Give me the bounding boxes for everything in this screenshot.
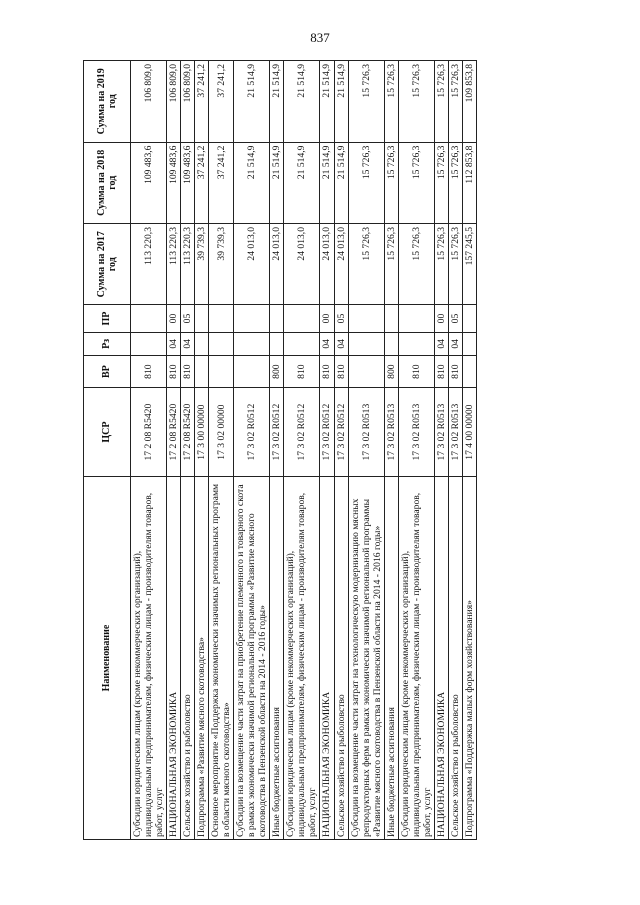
cell-sum-2019: 21 514,9 — [270, 61, 284, 143]
cell-sum-2018: 109 483,6 — [181, 142, 195, 223]
cell-vr — [209, 356, 234, 388]
header-pr: ПР — [84, 305, 131, 332]
cell-sum-2017: 113 220,3 — [181, 224, 195, 305]
table-row — [209, 61, 234, 840]
cell-vr: 800 — [384, 356, 398, 388]
cell-rz — [284, 332, 320, 355]
cell-pr — [398, 305, 434, 332]
cell-rz: 04 — [167, 332, 181, 355]
cell-sum-2017: 113 220,3 — [167, 224, 181, 305]
cell-sum-2018: 15 726,3 — [348, 142, 384, 223]
cell-sum-2017: 24 013,0 — [320, 224, 334, 305]
cell-csr: 17 2 08 R5420 — [167, 388, 181, 477]
cell-sum-2019: 21 514,9 — [284, 61, 320, 143]
cell-pr: 00 — [434, 305, 448, 332]
header-sum-2019: Сумма на 2019 год — [84, 61, 131, 143]
cell-vr: 810 — [320, 356, 334, 388]
rotated-table-area — [83, 60, 573, 840]
cell-pr — [384, 305, 398, 332]
table-row — [167, 61, 181, 840]
cell-vr: 800 — [270, 356, 284, 388]
cell-csr: 17 2 08 R5420 — [181, 388, 195, 477]
table-row — [284, 61, 320, 840]
cell-sum-2017: 15 726,3 — [348, 224, 384, 305]
header-rz: Рз — [84, 332, 131, 355]
cell-pr — [348, 305, 384, 332]
cell-rz — [462, 332, 476, 355]
cell-rz: 04 — [320, 332, 334, 355]
cell-csr: 17 3 02 R0512 — [284, 388, 320, 477]
cell-csr: 17 3 02 R0512 — [270, 388, 284, 477]
cell-name: Субсидии юридическим лицам (кроме некоммерческих организаций), индивидуальным предпринимателям, физическим лицам - производителям товаров, работ, услуг — [284, 477, 320, 840]
cell-sum-2018: 21 514,9 — [270, 142, 284, 223]
cell-csr: 17 2 08 R5420 — [131, 388, 167, 477]
cell-sum-2018: 21 514,9 — [284, 142, 320, 223]
cell-sum-2017: 157 245,5 — [462, 224, 476, 305]
cell-sum-2018: 21 514,9 — [320, 142, 334, 223]
cell-sum-2019: 21 514,9 — [320, 61, 334, 143]
cell-name: НАЦИОНАЛЬНАЯ ЭКОНОМИКА — [320, 477, 334, 840]
cell-csr: 17 3 02 R0513 — [434, 388, 448, 477]
cell-sum-2019: 106 809,0 — [167, 61, 181, 143]
cell-pr — [131, 305, 167, 332]
cell-name: Иные бюджетные ассигнования — [384, 477, 398, 840]
cell-pr — [195, 305, 209, 332]
cell-pr: 00 — [320, 305, 334, 332]
header-csr: ЦСР — [84, 388, 131, 477]
table-header-row — [84, 61, 131, 840]
cell-name: Подпрограмма «Развитие мясного скотоводства» — [195, 477, 209, 840]
cell-csr: 17 3 02 R0512 — [334, 388, 348, 477]
cell-rz — [234, 332, 270, 355]
cell-sum-2019: 21 514,9 — [234, 61, 270, 143]
table-row — [320, 61, 334, 840]
table-row — [181, 61, 195, 840]
cell-sum-2017: 24 013,0 — [270, 224, 284, 305]
table-row — [384, 61, 398, 840]
cell-sum-2018: 15 726,3 — [398, 142, 434, 223]
cell-rz — [195, 332, 209, 355]
cell-sum-2019: 37 241,2 — [209, 61, 234, 143]
cell-sum-2019: 15 726,3 — [348, 61, 384, 143]
cell-sum-2019: 109 853,8 — [462, 61, 476, 143]
cell-rz: 04 — [334, 332, 348, 355]
cell-sum-2019: 15 726,3 — [434, 61, 448, 143]
cell-name: НАЦИОНАЛЬНАЯ ЭКОНОМИКА — [434, 477, 448, 840]
cell-sum-2019: 37 241,2 — [195, 61, 209, 143]
table-row — [398, 61, 434, 840]
cell-pr — [234, 305, 270, 332]
cell-vr: 810 — [334, 356, 348, 388]
table-row — [234, 61, 270, 840]
cell-sum-2017: 24 013,0 — [284, 224, 320, 305]
cell-sum-2018: 21 514,9 — [334, 142, 348, 223]
cell-name: Основное мероприятие «Поддержка экономически значимых региональных программ в области мясного скотоводства» — [209, 477, 234, 840]
cell-sum-2019: 106 809,0 — [131, 61, 167, 143]
table-row — [131, 61, 167, 840]
budget-table — [83, 60, 477, 840]
cell-vr — [462, 356, 476, 388]
cell-csr: 17 3 02 R0513 — [384, 388, 398, 477]
cell-vr: 810 — [448, 356, 462, 388]
cell-csr: 17 3 02 R0513 — [398, 388, 434, 477]
cell-sum-2017: 39 739,3 — [195, 224, 209, 305]
cell-name: Субсидии на возмещение части затрат на приобретение племенного и товарного скота в рамках экономически значимой региональной программы «Развитие мясного скотоводства в Пензенской области на 2014 - 2016 годы» — [234, 477, 270, 840]
cell-vr — [195, 356, 209, 388]
table-row — [448, 61, 462, 840]
cell-name: Сельское хозяйство и рыболовство — [448, 477, 462, 840]
cell-csr: 17 3 02 00000 — [209, 388, 234, 477]
cell-name: Подпрограмма «Поддержка малых форм хозяйствования» — [462, 477, 476, 840]
cell-sum-2017: 15 726,3 — [384, 224, 398, 305]
header-sum-2017: Сумма на 2017 год — [84, 224, 131, 305]
cell-vr — [234, 356, 270, 388]
header-name: Наименование — [84, 477, 131, 840]
cell-sum-2017: 39 739,3 — [209, 224, 234, 305]
table-row — [434, 61, 448, 840]
cell-vr — [348, 356, 384, 388]
cell-rz: 04 — [434, 332, 448, 355]
cell-sum-2018: 15 726,3 — [384, 142, 398, 223]
cell-pr — [462, 305, 476, 332]
cell-csr: 17 3 02 R0512 — [234, 388, 270, 477]
cell-rz — [398, 332, 434, 355]
cell-sum-2017: 113 220,3 — [131, 224, 167, 305]
cell-sum-2018: 15 726,3 — [448, 142, 462, 223]
cell-sum-2018: 109 483,6 — [167, 142, 181, 223]
cell-pr: 05 — [334, 305, 348, 332]
table-row — [334, 61, 348, 840]
cell-pr — [270, 305, 284, 332]
cell-vr: 810 — [181, 356, 195, 388]
cell-sum-2017: 24 013,0 — [234, 224, 270, 305]
page-number: 837 — [310, 30, 330, 45]
cell-sum-2019: 106 809,0 — [181, 61, 195, 143]
table-row — [195, 61, 209, 840]
cell-sum-2017: 15 726,3 — [398, 224, 434, 305]
rotated-table-container — [83, 60, 573, 840]
cell-vr: 810 — [398, 356, 434, 388]
cell-sum-2018: 37 241,2 — [209, 142, 234, 223]
cell-vr: 810 — [167, 356, 181, 388]
cell-pr: 05 — [448, 305, 462, 332]
cell-csr: 17 3 02 R0513 — [348, 388, 384, 477]
cell-vr: 810 — [434, 356, 448, 388]
header-sum-2018: Сумма на 2018 год — [84, 142, 131, 223]
cell-pr: 00 — [167, 305, 181, 332]
cell-vr: 810 — [284, 356, 320, 388]
cell-csr: 17 4 00 00000 — [462, 388, 476, 477]
cell-name: Сельское хозяйство и рыболовство — [181, 477, 195, 840]
cell-name: Субсидии юридическим лицам (кроме некоммерческих организаций), индивидуальным предпринимателям, физическим лицам - производителям товаров, работ, услуг — [398, 477, 434, 840]
cell-pr — [284, 305, 320, 332]
table-row — [270, 61, 284, 840]
cell-sum-2017: 24 013,0 — [334, 224, 348, 305]
cell-rz — [270, 332, 284, 355]
cell-sum-2018: 15 726,3 — [434, 142, 448, 223]
cell-name: НАЦИОНАЛЬНАЯ ЭКОНОМИКА — [167, 477, 181, 840]
cell-pr: 05 — [181, 305, 195, 332]
table-body — [131, 61, 477, 840]
cell-rz — [131, 332, 167, 355]
cell-sum-2018: 21 514,9 — [234, 142, 270, 223]
cell-rz — [209, 332, 234, 355]
table-row — [462, 61, 476, 840]
cell-sum-2019: 21 514,9 — [334, 61, 348, 143]
cell-rz: 04 — [448, 332, 462, 355]
cell-sum-2017: 15 726,3 — [434, 224, 448, 305]
cell-csr: 17 3 02 R0513 — [448, 388, 462, 477]
cell-pr — [209, 305, 234, 332]
cell-sum-2019: 15 726,3 — [384, 61, 398, 143]
header-vr: ВР — [84, 356, 131, 388]
cell-csr: 17 3 02 R0512 — [320, 388, 334, 477]
cell-csr: 17 3 00 00000 — [195, 388, 209, 477]
cell-rz — [348, 332, 384, 355]
cell-sum-2019: 15 726,3 — [398, 61, 434, 143]
cell-rz: 04 — [181, 332, 195, 355]
cell-rz — [384, 332, 398, 355]
cell-sum-2018: 109 483,6 — [131, 142, 167, 223]
cell-sum-2018: 112 853,8 — [462, 142, 476, 223]
cell-sum-2018: 37 241,2 — [195, 142, 209, 223]
cell-name: Иные бюджетные ассигнования — [270, 477, 284, 840]
cell-name: Субсидии на возмещение части затрат на технологическую модернизацию мясных репродукторных ферм в рамках экономически значимой региональной программы «Развитие мясного скотоводства в Пензенской области на 2014 - 2016 годы» — [348, 477, 384, 840]
cell-sum-2019: 15 726,3 — [448, 61, 462, 143]
cell-name: Субсидии юридическим лицам (кроме некоммерческих организаций), индивидуальным предпринимателям, физическим лицам - производителям товаров, работ, услуг — [131, 477, 167, 840]
cell-sum-2017: 15 726,3 — [448, 224, 462, 305]
cell-vr: 810 — [131, 356, 167, 388]
cell-name: Сельское хозяйство и рыболовство — [334, 477, 348, 840]
table-row — [348, 61, 384, 840]
